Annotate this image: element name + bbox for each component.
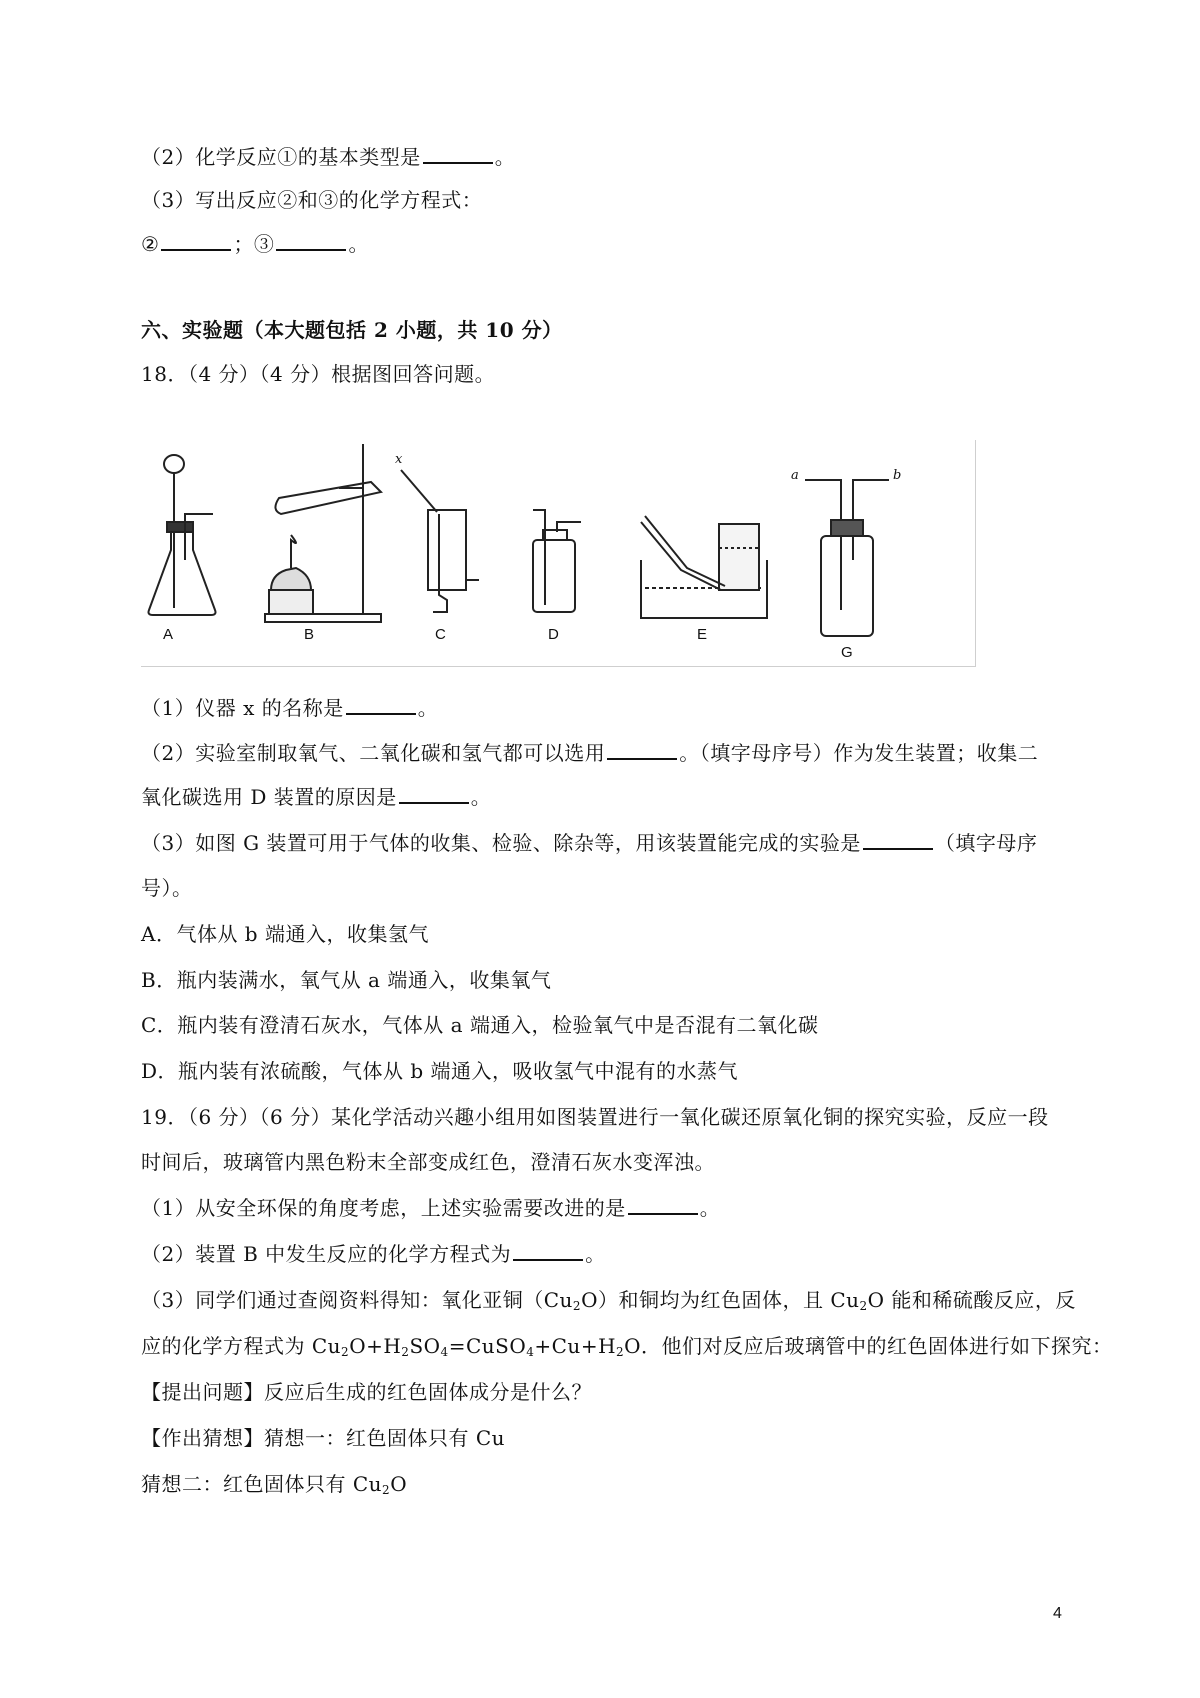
apparatus-c [401,470,479,612]
guess2-text-b: O [390,1472,408,1496]
subscript: 2 [401,1345,410,1359]
subscript: 2 [341,1345,350,1359]
option-c [141,1011,818,1039]
page-number: 4 [1053,1605,1062,1622]
equation-text: =CuSO [448,1334,527,1358]
q19-part3-text: （3）同学们通过查阅资料得知：氧化亚铜（Cu [141,1288,573,1312]
q17-equations [141,230,369,258]
subscript: 2 [859,1299,868,1313]
q17-part2-text: （2）化学反应①的基本类型是 [141,145,421,169]
equation-text: +Cu+H [534,1334,617,1358]
punct: 。 [494,145,516,169]
q18-part2b [141,783,491,811]
q18-intro [141,360,495,388]
guess2-text: 猜想二：红色固体只有 Cu [141,1472,383,1496]
subscript: 4 [526,1345,535,1359]
punct: 。 [585,1242,606,1266]
option-c-text: C．瓶内装有澄清石灰水，气体从 a 端通入，检验氧气中是否混有二氧化碳 [141,1013,819,1037]
q19-part3-text-c: O 能和稀硫酸反应，反 [867,1288,1076,1312]
q17-part2 [141,143,515,171]
eq2-label: ② [141,232,160,256]
q18-part2-text-c: 氧化碳选用 D 装置的原因是 [141,785,397,809]
answer-blank[interactable] [628,1195,698,1215]
q19-part3-text-b: O）和铜均为红色固体，且 Cu [581,1288,860,1312]
q18-part3b [141,874,193,902]
q18-part2a [141,739,1038,767]
q19-part1-text: （1）从安全环保的角度考虑，上述实验需要改进的是 [141,1196,626,1220]
punct: 。 [417,696,439,720]
label-e: E [697,626,708,643]
q19-intro-text: 19．（6 分）（6 分）某化学活动兴趣小组用如图装置进行一氧化碳还原氧化铜的探究实验，反应一段 [141,1105,1049,1129]
q17-part3-text: （3）写出反应②和③的化学方程式： [141,188,483,212]
apparatus-g [805,480,889,636]
answer-blank[interactable] [863,830,933,850]
label-b: B [304,626,315,643]
label-c: C [435,626,446,643]
label-g: G [841,644,853,661]
option-a-text: A．气体从 b 端通入，收集氢气 [141,922,429,946]
q19-part3a [141,1286,1076,1314]
q18-part3-text-b: （填字母序 [934,831,1038,855]
q18-part1 [141,694,438,722]
q18-part2-text-b: 。（填字母序号）作为发生装置；收集二 [679,741,1039,765]
q18-part2-text: （2）实验室制取氧气、二氧化碳和氢气都可以选用 [141,741,606,765]
q19-guess1 [141,1424,505,1452]
apparatus-a [149,455,216,615]
q19-intro1 [141,1103,1049,1131]
punct: 。 [348,232,369,256]
answer-blank[interactable] [346,695,416,715]
apparatus-b [265,444,381,622]
subscript: 4 [440,1345,449,1359]
answer-blank[interactable] [161,231,231,251]
q19-guess2 [141,1470,407,1498]
q18-intro-text: 18．（4 分）（4 分）根据图回答问题。 [141,362,496,386]
option-a [141,920,429,948]
q19-part2-text: （2）装置 B 中发生反应的化学方程式为 [141,1242,512,1266]
q18-part3-text: （3）如图 G 装置可用于气体的收集、检验、除杂等，用该装置能完成的实验是 [141,831,861,855]
q17-part3 [141,186,482,214]
guess1-text: 【作出猜想】猜想一：红色固体只有 Cu [141,1426,506,1450]
answer-blank[interactable] [607,740,677,760]
option-d-text: D．瓶内装有浓硫酸，气体从 b 端通入，吸收氢气中混有的水蒸气 [141,1059,739,1083]
label-x: x [395,452,403,467]
q19-intro2 [141,1148,715,1176]
punct: 。 [699,1196,721,1220]
q19-part2 [141,1240,606,1268]
answer-blank[interactable] [513,1241,583,1261]
eq3-label: ；③ [233,232,275,256]
subscript: 2 [616,1345,625,1359]
label-d: D [548,626,559,643]
equation-text: O．他们对反应后玻璃管中的红色固体进行如下探究： [624,1334,1113,1358]
equation-text: SO [409,1334,441,1358]
section-title-text: 六、实验题（本大题包括 2 小题，共 10 分） [141,318,563,342]
section-title [141,316,563,344]
label-b-port: b [893,468,902,483]
answer-blank[interactable] [276,231,346,251]
q19-part3b [141,1332,1113,1360]
option-d [141,1057,738,1085]
question-text: 【提出问题】反应后生成的红色固体成分是什么？ [141,1380,592,1404]
q18-part3a [141,829,1037,857]
apparatus-d [533,510,581,612]
subscript: 2 [382,1483,391,1497]
answer-blank[interactable] [423,144,493,164]
option-b-text: B．瓶内装满水，氧气从 a 端通入，收集氧气 [141,968,552,992]
apparatus-e [641,516,767,618]
equation-text: 应的化学方程式为 Cu [141,1334,342,1358]
answer-blank[interactable] [399,784,469,804]
option-b [141,966,551,994]
label-a: A [163,626,174,643]
apparatus-figure [141,440,976,667]
subscript: 2 [572,1299,582,1313]
q18-part3-text-c: 号）。 [141,876,193,900]
q19-intro-text-2: 时间后，玻璃管内黑色粉末全部变成红色，澄清石灰水变浑浊。 [141,1150,715,1174]
q19-part1 [141,1194,720,1222]
punct: 。 [470,785,492,809]
label-a-port: a [791,468,799,483]
q19-question [141,1378,592,1406]
equation-text: O+H [349,1334,402,1358]
q18-part1-text: （1）仪器 x 的名称是 [141,696,344,720]
